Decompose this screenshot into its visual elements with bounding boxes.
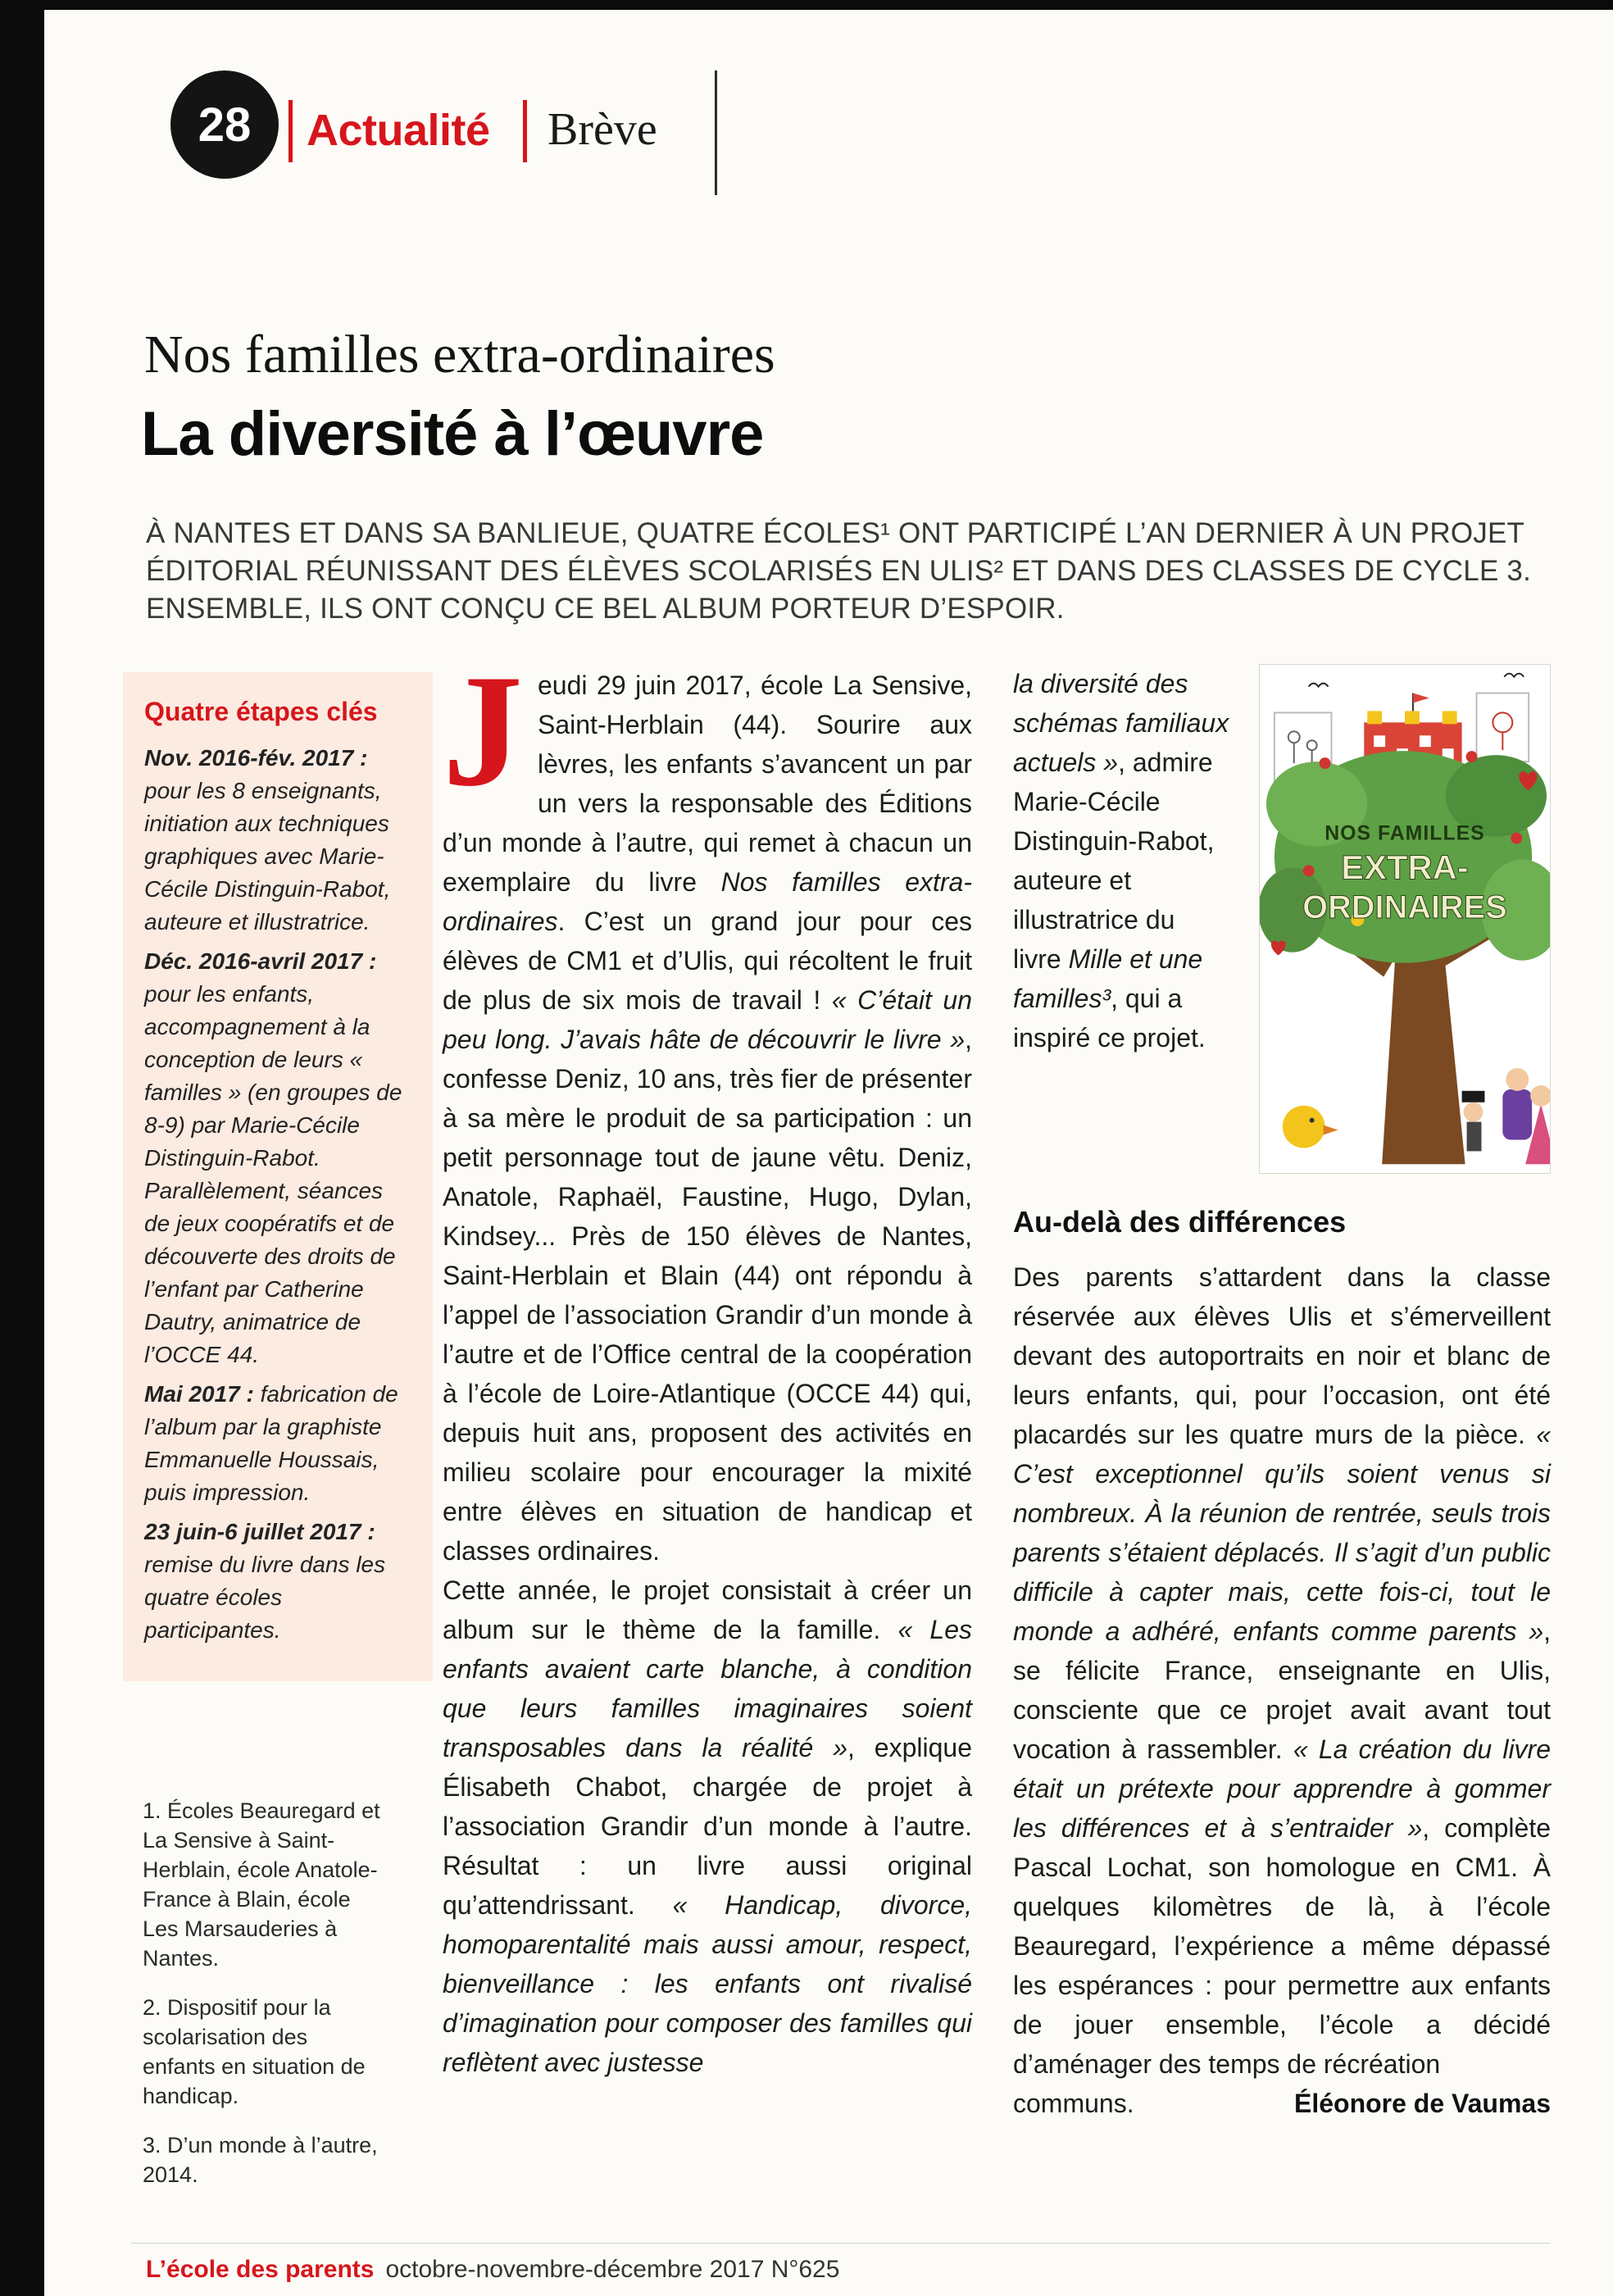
text-segment-italic: « C’était un peu long. J’avais hâte de découvrir le livre »	[443, 985, 973, 1054]
text-segment: , confesse Deniz, 10 ans, très fier de présenter à sa mère le produit de sa participation : un petit personnage tout de jaune vêtu. Deniz, Anatole, Raphaël, Faustine, Hugo, Dylan, Kindsey... Près de 150 élèves de Nantes, Saint-Herblain et Blain (44) ont répondu à l’appel de l’association Grandir d’un monde à l’autre et de l’Office central de la coopération à l’école de Loire-Atlantique (OCCE 44) qui, depuis huit ans, proposent des activités en milieu scolaire pour encourager la mixité entre élèves en situation de handicap et classes ordinaires.	[443, 1025, 972, 1566]
sidebar-step	[144, 742, 411, 939]
red-divider	[523, 100, 527, 162]
page-footer	[146, 2256, 839, 2284]
sidebar-step	[144, 1516, 411, 1647]
text-segment: , qui a inspiré ce projet.	[1013, 984, 1206, 1053]
step-text: pour les enfants, accompagnement à la conception de leurs « familles » (en groupes de 8-9) par Marie-Cécile Distinguin-Rabot. Parallèlement, séances de jeux coopératifs et de découverte des droits de l’enfant par Catherine Dautry, animatrice de l’OCCE 44.	[144, 981, 402, 1367]
footnote: 2. Dispositif pour la scolarisation des enfants en situation de handicap.	[143, 1995, 366, 2108]
right-top-block	[1013, 664, 1551, 1174]
footer-issue: octobre-novembre-décembre 2017 N°625	[385, 2256, 840, 2283]
step-text: pour les 8 enseignants, initiation aux techniques graphiques avec Marie-Cécile Distinguin-Rabot, auteure et illustratrice.	[144, 778, 391, 934]
footnotes	[123, 1796, 385, 2189]
article-paragraph-3	[1013, 1257, 1551, 2084]
text-segment-italic: la diversité des schémas familiaux actuels »	[1013, 669, 1229, 777]
page-title: La diversité à l’œuvre	[141, 399, 764, 469]
page-number-badge: 28	[170, 70, 279, 179]
step-date: Déc. 2016-avril 2017 :	[144, 948, 377, 974]
text-segment: communs.	[1013, 2089, 1134, 2118]
cover-title-line3: ORDINAIRES	[1302, 889, 1507, 926]
article-paragraph-1	[443, 642, 973, 1571]
rubric-label: Brève	[548, 104, 657, 155]
section-label: Actualité	[307, 106, 490, 155]
text-segment-italic: « Handicap, divorce, homoparentalité mais aussi amour, respect, bienveillance : les enfants ont rivalisé d’imagination pour composer des familles qui reflètent avec justesse	[443, 1890, 972, 2077]
step-date: Nov. 2016-fév. 2017 :	[144, 745, 368, 771]
footnote: 1. Écoles Beauregard et La Sensive à Saint-Herblain, école Anatole-France à Blain, école Les Marsauderies à Nantes.	[143, 1798, 380, 1971]
sidebar-title: Quatre étapes clés	[144, 697, 378, 726]
book-cover	[1259, 664, 1551, 1174]
footer-rule	[131, 2243, 1551, 2244]
text-segment: , complète Pascal Lochat, son homologue en CM1. À quelques kilomètres de là, à l’école Beauregard, l’expérience a même dépassé les espérances : pour permettre aux enfants de jouer ensemble, l’école a décidé d’aménager des temps de récréation	[1013, 1813, 1552, 2079]
article-column-middle	[443, 642, 973, 2082]
sidebar-box	[123, 672, 433, 1681]
article-paragraph-2	[443, 1571, 972, 2082]
standfirst: À NANTES ET DANS SA BANLIEUE, QUATRE ÉCOLES¹ ONT PARTICIPÉ L’AN DERNIER À UN PROJET ÉDITORIAL RÉUNISSANT DES ÉLÈVES SCOLARISÉS EN ULIS² ET DANS DES CLASSES DE CYCLE 3. ENSEMBLE, ILS ONT CONÇU CE BEL ALBUM PORTEUR D’ESPOIR.	[146, 517, 1532, 625]
sidebar-step	[144, 945, 411, 1371]
footer-brand: L’école des parents	[146, 2256, 375, 2283]
cover-illustration	[1260, 665, 1550, 1173]
text-segment: Des parents s’attardent dans la classe réservée aux élèves Ulis et s’émerveillent devant des autoportraits en noir et blanc de leurs enfants, qui, pour l’occasion, ont été placardés sur les quatre murs de la pièce.	[1013, 1262, 1551, 1449]
text-segment: , se félicite France, enseignante en Ulis, consciente que ce projet avait avant tout vocation à rassembler.	[1013, 1616, 1551, 1764]
section-heading: Au-delà des différences	[1013, 1205, 1347, 1239]
footnote: 3. D’un monde à l’autre, 2014.	[143, 2133, 378, 2187]
text-segment-italic: Nos familles extra-ordinaires	[443, 867, 972, 936]
drop-cap: J	[443, 642, 523, 820]
text-segment-italic: « C’est exceptionnel qu’ils soient venus si nombreux. À la réunion de rentrée, seuls trois parents s’étaient déplacés. Il s’agit d’un public difficile à capter mais, cette fois-ci, tout le monde a adhéré, enfants comme parents »	[1013, 1420, 1551, 1646]
scan-edge-left	[0, 0, 44, 2296]
step-text: fabrication de l’album par la graphiste Emmanuelle Houssais, puis impression.	[144, 1381, 398, 1505]
cover-photo-frame	[1477, 693, 1529, 762]
text-segment: Cette année, le projet consistait à créer un album sur le thème de la famille.	[443, 1575, 972, 1644]
red-divider	[289, 100, 293, 162]
text-segment: , admire Marie-Cécile Distinguin-Rabot, auteure et illustratrice du livre	[1013, 748, 1215, 974]
article-column-right	[1013, 664, 1551, 2123]
cover-title-line2: EXTRA-	[1341, 848, 1469, 887]
step-date: Mai 2017 :	[144, 1381, 254, 1407]
left-column	[123, 672, 433, 2209]
text-segment: eudi 29 juin 2017, école La Sensive, Saint-Herblain (44). Sourire aux lèvres, les enfants s’avancent un par un vers la responsable des Éditions d’un monde à l’autre, qui remet à chacun un exemplaire du livre	[443, 671, 972, 897]
step-text: remise du livre dans les quatre écoles participantes.	[144, 1552, 386, 1643]
step-date: 23 juin-6 juillet 2017 :	[144, 1519, 375, 1544]
text-segment-italic: « Les enfants avaient carte blanche, à condition que leurs familles imaginaires soient transposables dans la réalité »	[443, 1615, 973, 1762]
article-last-line	[1013, 2084, 1551, 2123]
scan-edge-top	[0, 0, 1613, 10]
byline: Éléonore de Vaumas	[1293, 2089, 1551, 2118]
sidebar-step	[144, 1378, 411, 1509]
article-continuation	[1013, 664, 1229, 1174]
kicker-title: Nos familles extra-ordinaires	[144, 325, 775, 384]
text-segment-italic: Mille et une familles³	[1013, 944, 1203, 1013]
text-segment: , explique Élisabeth Chabot, chargée de projet à l’association Grandir d’un monde à l’autre. Résultat : un livre aussi original qu’attendrissant.	[443, 1733, 973, 1920]
text-segment-italic: « La création du livre était un prétexte pour apprendre à gommer les différences et à s’entraider »	[1013, 1735, 1552, 1843]
cover-title-line1: NOS FAMILLES	[1324, 822, 1485, 845]
text-segment: . C’est un grand jour pour ces élèves de CM1 et d’Ulis, qui récoltent le fruit de plus de six mois de travail !	[443, 907, 972, 1015]
thin-divider	[715, 70, 717, 195]
